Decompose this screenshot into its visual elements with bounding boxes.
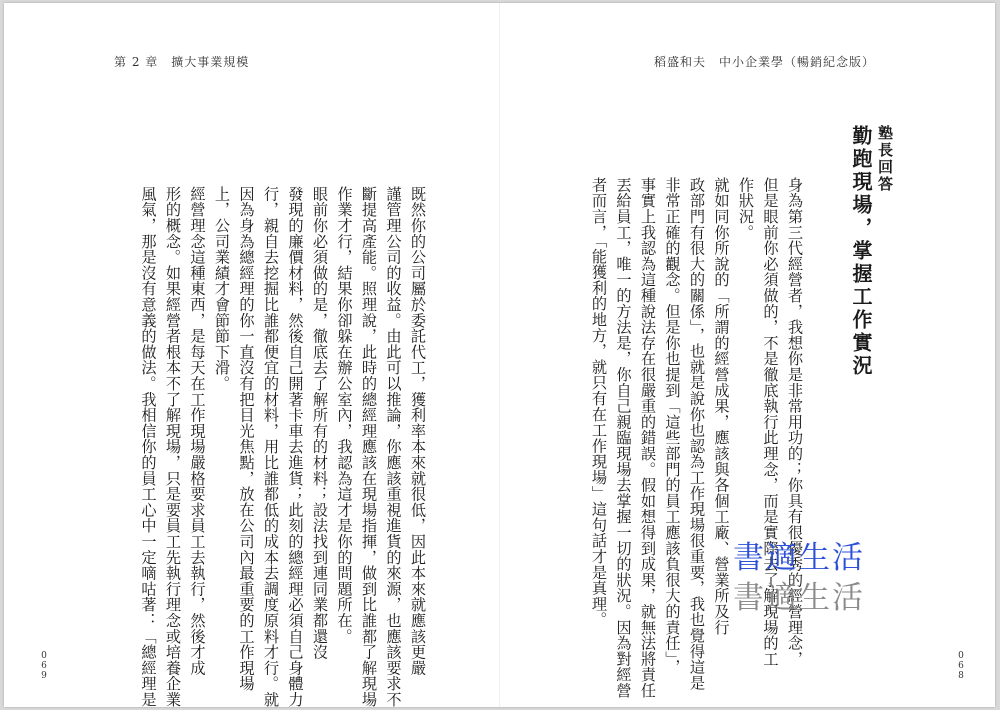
page-gutter bbox=[499, 3, 500, 707]
left-page-body: 既然你的公司屬於委託代工，獲利率本來就很低，因此本來就應該更嚴 謹管理公司的收益。由此可以推論，你應該重視進貨的來源，也應該要求不 斷提高產能。照理說，此時的總經理應該在現場指揮，做到比誰都了解現場 作業才行，結果你卻躲在辦公室內，我認為這才是你的問題所在。 眼前你必須做的是，徹底去了解所有的材料；設法找到連同業都還沒 發現的廉價材料，然後自己開著卡車去進貨；此刻的總經理必須自己身體力 行，親自去挖掘比誰都便宜的材料，用比誰都低的成本去調度原料才行。就 因為身為總經理的你一直沒有把目光焦點，放在公司內最重要的工作現場 上，公司業績才會節節下滑。 經營理念這種東西，是每天在工作現場嚴格要求員工去執行，然後才成 形的概念。如果經營者根本不了解現場，只是要員工先執行理念或培養企業 風氣，那是沒有意義的做法。我相信你的員工心中一定嘀咕著：「總經理是 bbox=[139, 186, 427, 708]
right-page-body: 身為第三代經營者，我想你是非常用功的；你具有很優秀的經營理念， 但是眼前你必須做的，不是徹底執行此理念，而是實際去了解現場的工 作狀況。 就如同你所說的「所謂的經營成果，應該與各個工廠、營業所及行 政部門有很大的關係」，也就是說你也認為工作現場很重要，我也覺得這是 非常正確的觀念。但是你也提到「這些部門的員工應該負很大的責任」， 事實上我認為這種說法存在很嚴重的錯誤。假如想得到成果，就無法將責任 丟給員工，唯一的方法是，你自己親臨現場去掌握一切的狀況。因為對經營 者而言，「能獲利的地方，就只有在工作現場」這句話才是真理。 bbox=[590, 177, 804, 699]
page-number-right: 0 6 8 bbox=[958, 651, 964, 681]
section-label: 塾長回答 bbox=[876, 125, 894, 193]
watermark-secondary: 書適生活 bbox=[733, 580, 865, 616]
watermark-primary: 書適生活 bbox=[733, 540, 865, 576]
section-title: 勤跑現場，掌握工作實況 bbox=[849, 125, 873, 378]
running-header-left: 第 2 章 擴大事業規模 bbox=[114, 55, 250, 69]
running-header-right: 稻盛和夫 中小企業學（暢銷紀念版） bbox=[653, 55, 875, 69]
page-number-left: 0 6 9 bbox=[41, 651, 47, 681]
